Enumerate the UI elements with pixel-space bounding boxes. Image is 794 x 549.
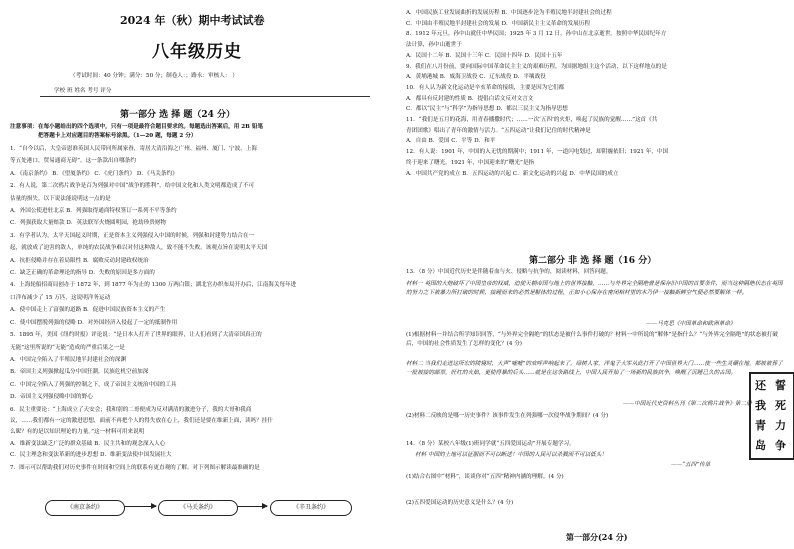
question-line: A．自由 B．爱国 C．平等 D．和平 xyxy=(406,138,496,145)
seal-char: 誓 xyxy=(775,379,786,392)
question-line: 3．有学者认为，太平天国起义时期，正是资本主义列强侵入中国的时候，列强和封建势力结合在一 xyxy=(10,232,255,239)
question-line: 口洋布减少了 15 万匹，这说明洋务运动 xyxy=(10,294,111,301)
question-line: 10．有人认为新文化运动是辛亥革命的接续，主要是因为它们都 xyxy=(406,84,565,91)
student-info-underline xyxy=(40,96,370,97)
question-line: 5．1895 年，美国《纽约时报》评论说：“是日本人打开了世界的眼界，让人们看到了大清帝国真正的 xyxy=(10,332,262,339)
timeline-arrow xyxy=(237,506,267,507)
question-line: A．黄埔港城 B．威海卫战役 C．辽东战役 D．平壤战役 xyxy=(406,74,546,81)
subject-title: 八年级历史 xyxy=(152,42,242,62)
question-line: 青团团歌》唱出了青年的激情与活力。“五四运动”让我们记住的时代精神是 xyxy=(406,127,591,134)
question-line: 终于迎来了曙光。1921 年，中国迎来的“曙光”是指 xyxy=(406,159,535,166)
question-line: 4．上海轮船招商局创办于 1872 年，到 1877 年为止的 1300 万两白银；湖北官办织布局开办后，江南海关每年进 xyxy=(10,282,297,289)
student-info: 学校 班 姓名 考号 评分 xyxy=(54,88,112,94)
question-line: 议，……我们都有一定的激进思想，面前不再把个人的得失放在心上，我们还是要在维新上面，读吗？挂什 xyxy=(10,418,273,425)
notice-line2: 把答题卡上对应题目的答案标号涂黑。（1—20 题，每题 2 分） xyxy=(38,133,197,139)
question-line: 6．民主重要论：“上海成立了天安会；我和别的二哥便成为反对满清的激进分子，我的大哥和我商 xyxy=(10,407,252,413)
question-line: 么昵？有的是以知识理论的力量。”这一材料可用来说明 xyxy=(10,429,145,436)
q13-material-1-source: ——马克思《中国革命和欧洲革命》 xyxy=(646,321,736,327)
question-line: A．维新变法缺乏广泛的群众基础 B．民主共和的观念深入人心 xyxy=(10,440,166,447)
q13-material-2-source: ——中国近代史资料丛刊《第二次鸦片战争》第二册 xyxy=(623,401,752,407)
question-line: 9．我们在八月份前，要向国际中国革命民主主义的艰难历程，为国据地组主这个活动，以下这样地点的是 xyxy=(406,63,667,70)
question-line: C．中国由半殖民地半封建社会的发展 D．中国新民主主义革命的发展历程 xyxy=(406,20,590,27)
question-line: D．帝国主义列强侵略中国的野心 xyxy=(10,394,93,401)
q13-intro: 13．（8 分）中国近代历史是伴随着血与火、侵略与抗争的，阅读材料，回答问题。 xyxy=(406,269,612,275)
seal-char: 我 xyxy=(755,399,766,412)
q13-question-1: (1)根据材料一并结合所学知识回答，“与外界完全隔绝”的状态是被什么事件打破的？材料一中所说的“解体”是指什么？“与外界完全隔绝”的状态被打破后，中国的社会性质发生了怎样的变化？(4 分) xyxy=(406,332,778,347)
question-line: A．都具有反封建的性质 B．提倡白话文反对文言文 xyxy=(406,95,534,102)
exam-title: 2024 年（秋）期中考试试卷 xyxy=(120,14,265,27)
question-7: 7．图示可以帮助我们对历史事件在时间和空间上的联系有更直观的了解。对下列图示解读最准确的是 xyxy=(10,465,260,471)
question-line: 起，就放成了迫害的敌人，单纯的农民战争难以对付这种敌人，致不能不失败。该观点旨在说明太平天国 xyxy=(10,245,268,252)
seal-char: 岛 xyxy=(755,439,766,452)
question-line: C．民主理念和变法革新的进步思想 D．维新变法使中国发展壮大 xyxy=(10,451,172,458)
part2-heading: 第二部分 非 选 择 题（16 分） xyxy=(529,256,657,266)
question-line: C．使中国摆脱列强的侵略 D．对外国经济入侵起了一定的抵制作用 xyxy=(10,319,178,326)
question-line: A．中国共产党的成立 B．五四运动的兴起 C．新文化运动的兴起 D．中华民国的成立 xyxy=(406,170,619,177)
q13-material-1: 材料一 英国的大炮破坏了中国皇帝的权威，迫使天朝帝国与地上的世界接触，……与外界完全隔绝曾是保存旧中国的首要条件，而当这种隔绝状态在英国的努力之下被暴力所打破的时候，接踵而来的必然是解体的过程，正如小心保存在密闭棺材里的木乃伊一接触新鲜空气便必然要解体一样。 xyxy=(406,281,783,296)
q14-material-source: ——“五四”传单 xyxy=(671,462,711,468)
question-line: A．《南京条约》 B．《望厦条约》 C．《虎门条约》 D．《马关条约》 xyxy=(10,170,178,177)
q14-intro: 14．（8 分）某校八年级(1)班同学就“五四爱国运动”开展专题学习。 xyxy=(406,441,575,447)
question-line: C．都以“民主”与“科学”为指导思想 D．都以三民主义为指导思想 xyxy=(406,106,568,113)
question-line: 等五处港口，贸易通商无碍”。这一条款出自哪条约 xyxy=(10,158,136,165)
questions-7-12 xyxy=(406,8,668,179)
q14-question-2: (2)五四爱国运动的历史意义是什么？(4 分) xyxy=(406,500,514,506)
question-line: 8．1912 年元旦，孙中山就任中华民国；1925 年 3 月 12 日，孙中山在北京逝世。按照中华民国纪年方 xyxy=(406,31,667,38)
question-line: A．使中国走上了富强的道路 B．促进中国民族资本主义的产生 xyxy=(10,307,166,314)
exam-info: （考试时间：40 分钟；满分：50 分；制卷人：；路永：审核人： ） xyxy=(70,73,238,79)
question-line: 无能”这里所说的“无能”造成的严重后果之一是 xyxy=(10,344,125,351)
notice-line1: 注意事项：在每小题给出的四个选项中，只有一项是最符合题目要求的。每题选出答案后，用 2B 铅笔 xyxy=(10,124,264,130)
timeline-arrow xyxy=(124,506,156,507)
question-line: 11．“我们是五月的花海，用青春播撒时代；……一次‘五四’的火炬，唤起了民族的觉醒……”这首《共 xyxy=(406,117,658,124)
seal-char: 争 xyxy=(775,439,786,452)
question-line: 1．“自今以后，大皇帝恩准英国人民带同所属家眷，寄居大清沿海之广州、福州、厦门、宁波、上海 xyxy=(10,146,257,152)
question-line: 2．有人说，第二次鸦片战争是百为列强对中国“战争的胜利”，给中国文化和人类文明都造成了不可 xyxy=(10,183,255,190)
right-column xyxy=(401,0,794,549)
timeline-nanjing-treaty: 《南京条约》 xyxy=(45,500,125,516)
question-line: C．缺乏正确的革命理论的指导 D．失败的原因是多方面的 xyxy=(10,270,155,277)
question-line: 12．有人说：1901 年，中国的入无忧的期满中；1911 年，一道闪电划过，却阴霾依旧；1921 年，中国 xyxy=(406,149,669,156)
part1-heading: 第一部分 选 择 题（24 分） xyxy=(120,110,236,120)
seal-char: 死 xyxy=(775,399,786,412)
q13-question-2: (2)材料二反映的是哪一历史事件？该事件发生在列强哪一次侵华战争期间？(4 分) xyxy=(406,413,609,419)
question-line: 估量的损失。以下说法能说明这一点的是 xyxy=(10,195,111,202)
q14-question-1: (1)结合右图中“材料”，谈谈你对“五四”精神内涵的理解。(4 分) xyxy=(406,474,564,480)
q13-material-2: 材料二 当我们走进这所宏的陵寝时，大声“嘘嘘”的欢呼声响起来了，绿树人家，洋鬼子大军从此打开了中国世界大门……使一些生灵碾在地，都被被葬了一批被接的邮票，旺红的火焰，更使得暴的后头……就是在这条路线上，中国人民开始了一场新的民族抗争，唤醒了沉睡已久的古国。 xyxy=(406,361,783,376)
questions-1-5 xyxy=(10,143,296,404)
question-line: C．中国完全陷入了列强的控制之下，成了帝国主义统治中国的工具 xyxy=(10,381,177,388)
timeline-xinchou-treaty: 《辛丑条约》 xyxy=(270,500,352,516)
seal-char: 青 xyxy=(755,419,766,432)
question-line: A．中国完全陷入了半殖民地半封建社会的深渊 xyxy=(10,356,126,363)
seal-char: 力 xyxy=(775,419,786,432)
seal-char: 还 xyxy=(755,379,766,392)
question-6 xyxy=(10,405,273,461)
question-line: 法计算，孙中山逝世于 xyxy=(406,42,462,49)
question-line: C．列强获取大量赔款 D．英法联军火烧圆明园，抢劫珍贵财物 xyxy=(10,220,166,227)
question-line: B．帝国主义列强掀起瓜分中国狂潮，民族危机空前加深 xyxy=(10,369,149,376)
question-line: A．民国十二年 B．民国十三年 C．民国十四年 D．民国十五年 xyxy=(406,52,563,59)
q14-material: 材料 中国的土地可以征服而不可以断送！中国的人民可以杀戮而不可以低头！ xyxy=(415,452,607,458)
timeline-maguan-treaty: 《马关条约》 xyxy=(158,500,238,516)
question-line: A．外国公使进驻北京 B．列强取得通商特权签订一系列不平等条约 xyxy=(10,208,177,215)
slogan-seal-image xyxy=(749,372,794,460)
question-line: A．中国民族工业发展曲折的发展历程 B．中国逐步沦为半殖民地半封建社会的过程 xyxy=(406,10,612,16)
bottom-section-heading: 第一部分(24 分) xyxy=(566,532,628,542)
question-line: A．抗拒侵略并存在着局限性 B．腐败反动封建政权统治 xyxy=(10,257,149,264)
